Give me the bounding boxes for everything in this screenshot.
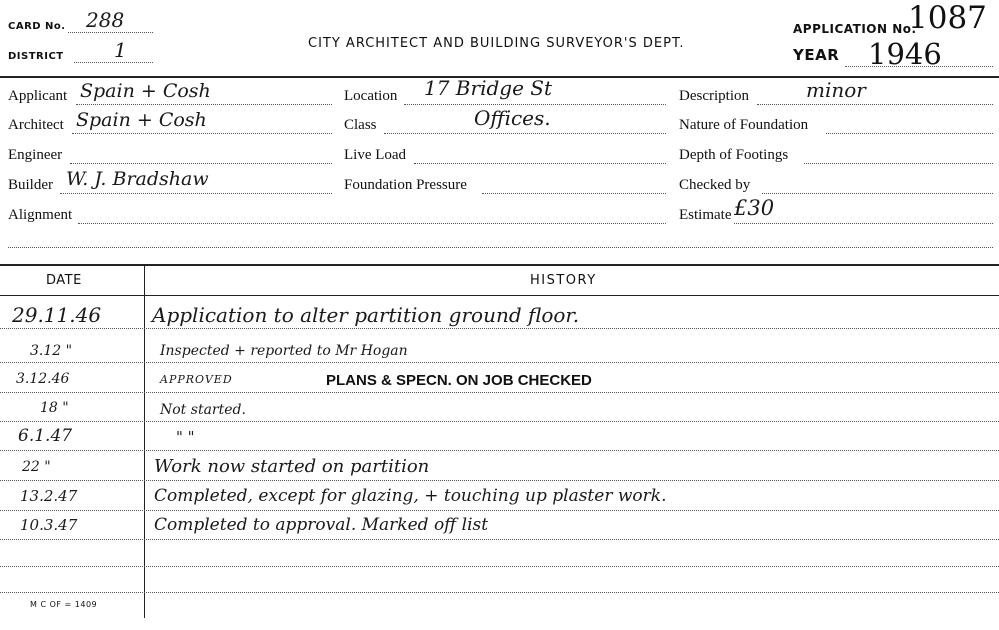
row-entry: Inspected + reported to Mr Hogan: [160, 343, 408, 359]
row-line: [0, 566, 999, 567]
row-date: 10.3.47: [20, 516, 78, 534]
checked-by-line: [762, 193, 993, 194]
foundation-pressure-label: Foundation Pressure: [344, 177, 467, 193]
class-line: [384, 133, 666, 134]
form-number: M C OF = 1409: [30, 600, 98, 609]
row-entry: APPROVED: [160, 373, 233, 386]
row-date: 3.12.46: [16, 371, 70, 387]
nature-of-foundation-label: Nature of Foundation: [679, 117, 809, 133]
row-entry: " ": [176, 428, 195, 446]
card-no-value: 288: [86, 8, 125, 32]
row-date: 3.12 ": [30, 343, 73, 359]
row-line: [0, 480, 999, 481]
row-date: 29.11.46: [12, 303, 102, 327]
district-line: [74, 62, 153, 63]
row-date: 6.1.47: [18, 426, 73, 446]
row-line: [0, 421, 999, 422]
row-entry: Completed, except for glazing, + touching up plaster work.: [154, 486, 667, 506]
description-line: [757, 104, 993, 105]
year-label: YEAR: [793, 46, 840, 64]
date-column-header: DATE: [46, 273, 82, 288]
table-header-rule: [0, 295, 999, 296]
blank-field-line: [8, 247, 993, 248]
builder-label: Builder: [8, 177, 53, 193]
row-entry: Work now started on partition: [154, 456, 430, 477]
depth-of-footings-label: Depth of Footings: [679, 147, 789, 163]
checked-by-label: Checked by: [679, 177, 751, 193]
description-value: minor: [806, 78, 866, 102]
card-no-label: CARD No.: [8, 21, 66, 32]
row-line: [0, 392, 999, 393]
class-label: Class: [344, 117, 377, 133]
table-top-rule: [0, 264, 999, 266]
depth-of-footings-line: [804, 163, 993, 164]
foundation-pressure-line: [482, 193, 666, 194]
class-value: Offices.: [474, 106, 551, 130]
alignment-line: [78, 223, 666, 224]
architect-label: Architect: [8, 117, 64, 133]
row-date: 13.2.47: [20, 487, 78, 505]
description-label: Description: [679, 88, 749, 104]
location-value: 17 Bridge St: [424, 76, 552, 100]
row-date: 22 ": [22, 459, 51, 475]
nature-of-foundation-line: [826, 133, 993, 134]
applicant-value: Spain + Cosh: [80, 80, 211, 102]
live-load-label: Live Load: [344, 147, 407, 163]
engineer-label: Engineer: [8, 147, 63, 163]
plans-checked-stamp: PLANS & SPECN. ON JOB CHECKED: [326, 372, 592, 389]
row-line: [0, 450, 999, 451]
estimate-line: [734, 223, 993, 224]
architect-value: Spain + Cosh: [76, 109, 207, 131]
district-value: 1: [114, 38, 127, 62]
estimate-value: £30: [734, 196, 775, 220]
row-line: [0, 362, 999, 363]
district-label: DISTRICT: [8, 51, 64, 62]
live-load-line: [414, 163, 666, 164]
applicant-line: [76, 104, 332, 105]
history-column-header: HISTORY: [530, 273, 597, 288]
row-entry: Completed to approval. Marked off list: [154, 515, 489, 535]
estimate-label: Estimate: [679, 207, 732, 223]
row-line: [0, 510, 999, 511]
location-line: [404, 104, 666, 105]
architect-line: [72, 133, 332, 134]
application-no-value: 1087: [908, 0, 987, 36]
row-entry: Application to alter partition ground floor.: [152, 303, 580, 327]
department-title: CITY ARCHITECT AND BUILDING SURVEYOR'S DEPT.: [308, 36, 685, 51]
row-entry: Not started.: [160, 402, 246, 418]
alignment-label: Alignment: [8, 207, 73, 223]
application-no-label: APPLICATION No.: [793, 22, 917, 36]
engineer-line: [70, 163, 332, 164]
builder-line: [60, 193, 332, 194]
row-line: [0, 328, 999, 329]
row-line: [0, 539, 999, 540]
applicant-label: Applicant: [8, 88, 68, 104]
row-line: [0, 592, 999, 593]
card-no-line: [68, 32, 153, 33]
year-value: 1946: [868, 37, 942, 71]
row-date: 18 ": [40, 400, 69, 416]
location-label: Location: [344, 88, 398, 104]
builder-value: W. J. Bradshaw: [66, 168, 209, 190]
